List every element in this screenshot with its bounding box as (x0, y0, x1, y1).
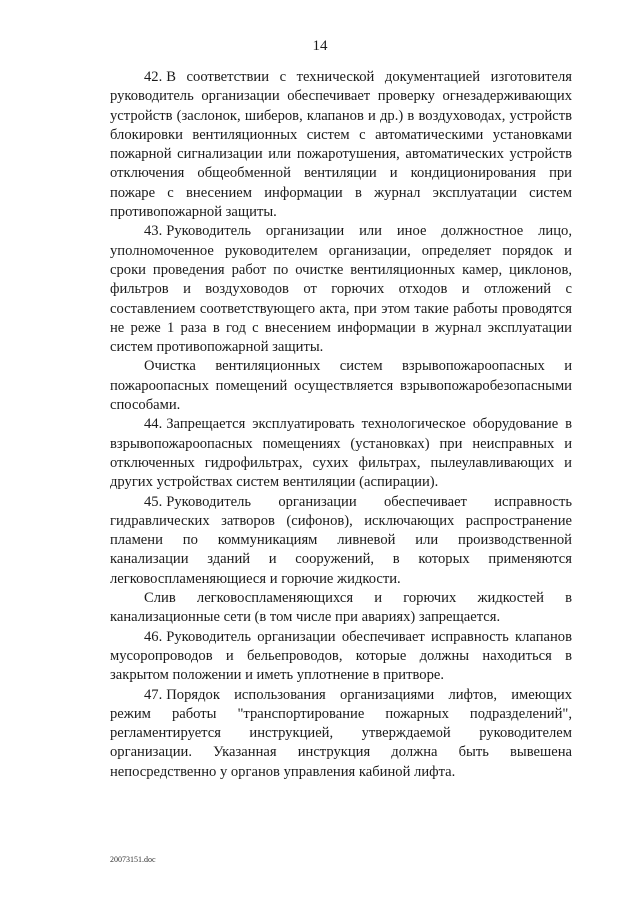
paragraph-44 (110, 415, 572, 492)
paragraph-text: Руководитель организации обеспечивает исправность гидравлических затворов (сифонов), исключающих распространение пламени по коммуникациям ливневой или производственной канализации зданий и сооружений, в которых применяются легковоспламеняющиеся и горючие жидкости. (110, 493, 572, 587)
page-number: 14 (312, 38, 328, 54)
paragraph-number: 45. (144, 493, 163, 510)
paragraph-43 (110, 222, 572, 357)
paragraph-43-continued (110, 357, 572, 415)
paragraph-number: 46. (144, 628, 163, 645)
paragraph-number: 42. (144, 69, 163, 85)
paragraph-number: 43. (144, 223, 163, 240)
paragraph-42 (110, 68, 572, 222)
document-body (110, 68, 572, 782)
paragraph-47 (110, 686, 572, 782)
paragraph-number: 44. (144, 416, 163, 433)
paragraph-text: Слив легковоспламеняющихся и горючих жидкостей в канализационные сети (в том числе при авариях) запрещается. (110, 590, 572, 626)
paragraph-text: В соответствии с технической документацией изготовителя руководитель организации обеспечивает проверку огнезадерживающих устройств (заслонок, шиберов, клапанов и др.) в воздуховодах, устройств блокировки вентиляционных систем с автоматическими установками пожарной сигнализации или пожаротушения, автоматических устройств отключения общеобменной вентиляции и кондиционирования при пожаре с внесением информации в журнал эксплуатации систем противопожарной защиты. (110, 69, 572, 221)
paragraph-45 (110, 493, 572, 589)
paragraph-text: Руководитель организации обеспечивает исправность клапанов мусоропроводов и бельепроводов, которые должны находиться в закрытом положении и иметь уплотнение в притворе. (110, 628, 572, 684)
paragraph-text: Очистка вентиляционных систем взрывопожароопасных и пожароопасных помещений осуществляется взрывопожаробезопасными способами. (110, 358, 572, 414)
paragraph-text: Запрещается эксплуатировать технологическое оборудование в взрывопожароопасных помещениях (установках) при неисправных и отключенных гидрофильтрах, сухих фильтрах, пылеулавливающих и других устройствах систем вентиляции (аспирации). (110, 416, 572, 491)
paragraph-text: Руководитель организации или иное должностное лицо, уполномоченное руководителем организации, определяет порядок и сроки проведения работ по очистке вентиляционных камер, циклонов, фильтров и воздуховодов от горючих отходов и отложений с составлением соответствующего акта, при этом такие работы проводятся не реже 1 раза в год с внесением информации в журнал эксплуатации систем противопожарной защиты. (110, 223, 572, 356)
paragraph-46 (110, 628, 572, 686)
footer-document-id: 20073151.doc (110, 855, 156, 864)
paragraph-number: 47. (144, 686, 163, 703)
paragraph-text: Порядок использования организациями лифтов, имеющих режим работы "транспортирование пожарных подразделений", регламентируется инструкцией, утверждаемой руководителем организации. Указанная инструкция должна быть вывешена непосредственно у органов управления кабиной лифта. (110, 686, 572, 780)
paragraph-45-continued (110, 589, 572, 628)
